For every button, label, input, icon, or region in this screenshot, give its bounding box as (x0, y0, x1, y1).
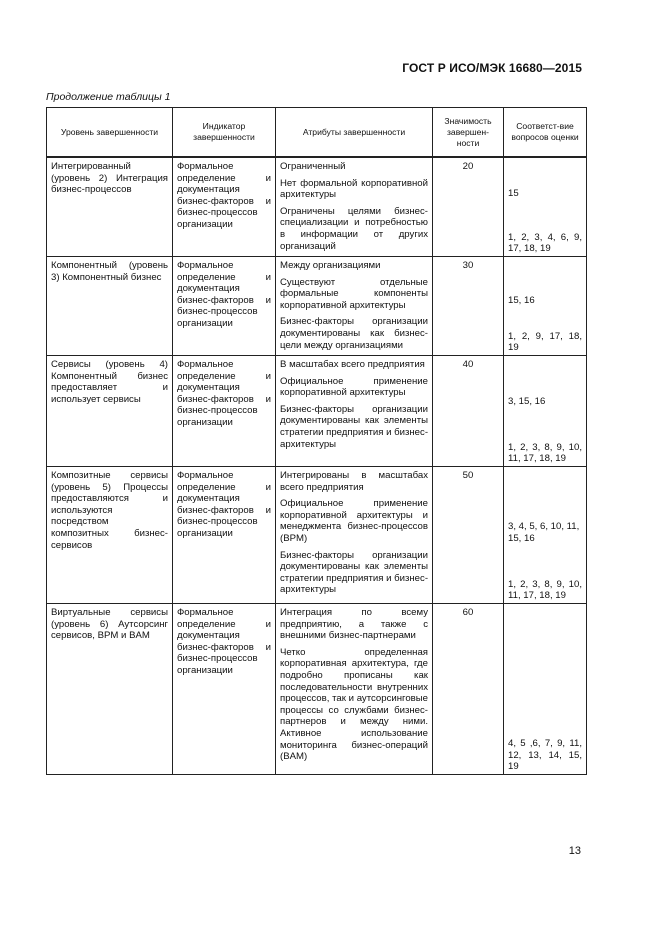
attribute-text: Официальное применение корпоративной архитектуры и менеджмента бизнес-процессов (BPM) (280, 498, 428, 544)
attribute-text: В масштабах всего предприятия (280, 359, 425, 370)
table-row (47, 467, 587, 604)
level-cell: Компонентный (уровень 3) Компонентный бизнес (47, 257, 173, 356)
significance-cell: 50 (433, 467, 504, 604)
questions-cell (504, 257, 587, 356)
header-level: Уровень завершенности (47, 108, 173, 158)
attribute-text: Ограничены целями бизнес-специализации и потребностью в информации от других организаций (280, 205, 428, 252)
level-cell: Виртуальные сервисы (уровень 6) Аутсорсинг сервисов, BPM и BAM (47, 604, 173, 775)
attribute-text: Существуют отдельные формальные компоненты корпоративной архитектуры (280, 276, 428, 311)
significance-cell: 20 (433, 157, 504, 257)
questions-group: 1, 2, 3, 4, 6, 9, 17, 18, 19 (508, 231, 582, 255)
indicator-cell: Формальное определение и документация бизнес-факторов и бизнес-процессов организации (173, 467, 276, 604)
attribute-text: Интегрированы в масштабах всего предприятия (280, 470, 428, 493)
header-questions: Соответст-вие вопросов оценки (504, 108, 587, 158)
table-row (47, 157, 587, 257)
indicator-cell: Формальное определение и документация бизнес-факторов и бизнес-процессов организации (173, 157, 276, 257)
level-cell: Интегрированный (уровень 2) Интеграция бизнес-процессов (47, 157, 173, 257)
header-indicator: Индикатор завершенности (173, 108, 276, 158)
standard-header: ГОСТ Р ИСО/МЭК 16680—2015 (402, 61, 582, 75)
questions-group: 3, 15, 16 (508, 396, 546, 407)
significance-cell: 30 (433, 257, 504, 356)
questions-cell (504, 356, 587, 467)
attribute-text: Бизнес-факторы организации документированы как элементы стратегии предприятия и бизнес-архитектуры (280, 549, 429, 596)
attributes-cell (276, 604, 433, 775)
attribute-text: Интеграция по всему предприятию, а также с внешними бизнес-партнерами (280, 607, 428, 642)
header-significance: Значимость завершен-ности (433, 108, 504, 158)
attribute-text: Четко определенная корпоративная архитектура, где подробно прописаны как последовательности внутренних процессов, так и аутсорсинговые процессы со службами бизнес-партнеров и между ними. Активное использование мониторинга бизнес-операций (BAM) (280, 646, 428, 763)
questions-group: 1, 2, 9, 17, 18, 19 (508, 330, 582, 354)
questions-group: 3, 4, 5, 6, 10, 11, 15, 16 (508, 521, 580, 544)
attribute-text: Бизнес-факторы организации документированы как элементы стратегии предприятия и бизнес-архитектуры (280, 403, 429, 450)
attributes-cell (276, 257, 433, 356)
questions-group: 15, 16 (508, 295, 535, 306)
indicator-cell: Формальное определение и документация бизнес-факторов и бизнес-процессов организации (173, 604, 276, 775)
questions-cell (504, 157, 587, 257)
attributes-cell (276, 356, 433, 467)
attribute-text: Бизнес-факторы организации документированы как бизнес-цели между организациями (280, 316, 428, 351)
questions-group: 15 (508, 188, 519, 199)
attribute-text: Между организациями (280, 260, 381, 271)
attribute-text: Официальное применение корпоративной архитектуры (280, 375, 428, 399)
attribute-text: Ограниченный (280, 161, 346, 172)
level-cell: Композитные сервисы (уровень 5) Процессы предоставляются и используются посредством композитных бизнес-сервисов (47, 467, 173, 604)
attributes-cell (276, 467, 433, 604)
questions-group: 4, 5 ,6, 7, 9, 11, 12, 13, 14, 15, 19 (508, 738, 582, 773)
questions-group: 1, 2, 3, 8, 9, 10, 11, 17, 18, 19 (508, 578, 582, 602)
header-attributes: Атрибуты завершенности (276, 108, 433, 158)
level-cell: Сервисы (уровень 4) Компонентный бизнес предоставляет и использует сервисы (47, 356, 173, 467)
attributes-cell (276, 157, 433, 257)
indicator-cell: Формальное определение и документация бизнес-факторов и бизнес-процессов организации (173, 356, 276, 467)
questions-group: 1, 2, 3, 8, 9, 10, 11, 17, 18, 19 (508, 441, 582, 465)
page-number: 13 (568, 845, 581, 857)
maturity-table (46, 107, 587, 775)
table-header-row (47, 108, 587, 158)
questions-cell (504, 604, 587, 775)
table-row (47, 257, 587, 356)
table-row (47, 604, 587, 775)
attribute-text: Нет формальной корпоративной архитектуры (280, 177, 428, 201)
significance-cell: 60 (433, 604, 504, 775)
questions-cell (504, 467, 587, 604)
significance-cell: 40 (433, 356, 504, 467)
table-row (47, 356, 587, 467)
table-continuation-caption: Продолжение таблицы 1 (46, 91, 171, 103)
indicator-cell: Формальное определение и документация бизнес-факторов и бизнес-процессов организации (173, 257, 276, 356)
